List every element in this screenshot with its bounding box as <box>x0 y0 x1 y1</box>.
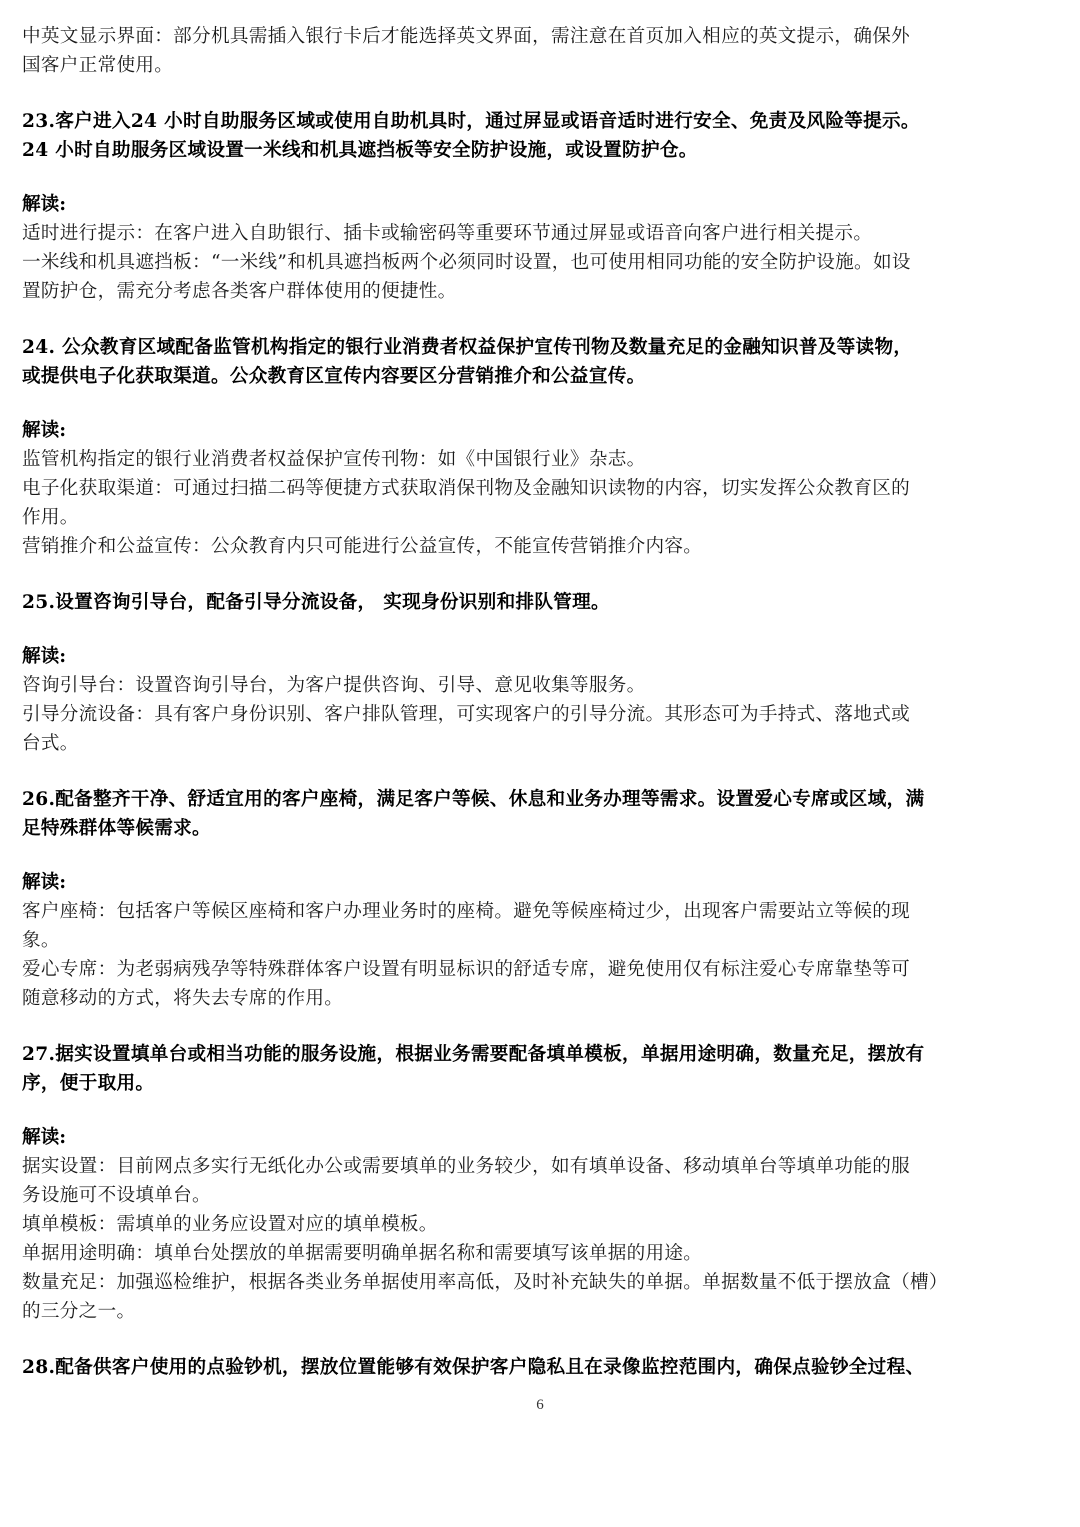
section-23 <box>22 107 1058 306</box>
section-heading <box>22 107 1058 165</box>
interpretation-body <box>22 671 1058 758</box>
body-line: 引导分流设备：具有客户身份识别、客户排队管理，可实现客户的引导分流。其形态可为手持式、落地式或 <box>22 704 911 725</box>
body-line: 爱心专席：为老弱病残孕等特殊群体客户设置有明显标识的舒适专席，避免使用仅有标注爱心专席靠垫等可 <box>22 959 911 980</box>
page-number: 6 <box>536 1397 544 1413</box>
section-27 <box>22 1040 1058 1326</box>
heading-line: 24 小时自助服务区域设置一米线和机具遮挡板等安全防护设施，或设置防护仓。 <box>22 140 698 161</box>
body-line: 客户座椅：包括客户等候区座椅和客户办理业务时的座椅。避免等候座椅过少，出现客户需要站立等候的现 <box>22 901 911 922</box>
body-line: 电子化获取渠道：可通过扫描二码等便捷方式获取消保刊物及金融知识读物的内容，切实发挥公众教育区的 <box>22 478 911 499</box>
interpretation-body <box>22 219 1058 306</box>
body-line: 咨询引导台：设置咨询引导台，为客户提供咨询、引导、意见收集等服务。 <box>22 675 646 696</box>
body-line: 一米线和机具遮挡板：“一米线”和机具遮挡板两个必须同时设置，也可使用相同功能的安全防护设施。如设 <box>22 252 911 273</box>
body-line: 营销推介和公益宣传：公众教育内只可能进行公益宣传，不能宣传营销推介内容。 <box>22 536 703 557</box>
body-line: 作用。 <box>22 507 79 528</box>
body-line: 数量充足：加强巡检维护，根据各类业务单据使用率高低，及时补充缺失的单据。单据数量不低于摆放盒（槽） <box>22 1272 948 1293</box>
heading-line: 27.据实设置填单台或相当功能的服务设施，根据业务需要配备填单模板，单据用途明确，数量充足，摆放有 <box>22 1044 925 1065</box>
body-line: 台式。 <box>22 733 79 754</box>
body-line: 象。 <box>22 930 60 951</box>
interpretation-label: 解读: <box>22 646 67 667</box>
interpretation-label: 解读: <box>22 872 67 893</box>
section-heading <box>22 1040 1058 1098</box>
intro-paragraph <box>22 22 1058 80</box>
heading-line: 或提供电子化获取渠道。公众教育区宣传内容要区分营销推介和公益宣传。 <box>22 366 646 387</box>
section-heading <box>22 333 1058 391</box>
body-line: 填单模板：需填单的业务应设置对应的填单模板。 <box>22 1214 438 1235</box>
section-24 <box>22 333 1058 561</box>
interpretation-body <box>22 445 1058 561</box>
section-28 <box>22 1353 1058 1382</box>
body-line: 务设施可不设填单台。 <box>22 1185 211 1206</box>
section-25 <box>22 588 1058 758</box>
body-line: 单据用途明确：填单台处摆放的单据需要明确单据名称和需要填写该单据的用途。 <box>22 1243 703 1264</box>
body-line: 置防护仓，需充分考虑各类客户群体使用的便捷性。 <box>22 281 457 302</box>
body-line: 监管机构指定的银行业消费者权益保护宣传刊物：如《中国银行业》杂志。 <box>22 449 646 470</box>
intro-line: 国客户正常使用。 <box>22 55 174 76</box>
heading-line: 足特殊群体等候需求。 <box>22 818 211 839</box>
section-heading <box>22 1353 1058 1382</box>
body-line: 适时进行提示：在客户进入自助银行、插卡或输密码等重要环节通过屏显或语音向客户进行相关提示。 <box>22 223 873 244</box>
heading-line: 24. 公众教育区域配备监管机构指定的银行业消费者权益保护宣传刊物及数量充足的金融知识普及等读物， <box>22 337 913 358</box>
body-line: 据实设置：目前网点多实行无纸化办公或需要填单的业务较少，如有填单设备、移动填单台等填单功能的服 <box>22 1156 911 1177</box>
heading-line: 26.配备整齐干净、舒适宜用的客户座椅，满足客户等候、休息和业务办理等需求。设置爱心专席或区域，满 <box>22 789 925 810</box>
intro-line: 中英文显示界面：部分机具需插入银行卡后才能选择英文界面，需注意在首页加入相应的英文提示，确保外 <box>22 26 911 47</box>
heading-line: 28.配备供客户使用的点验钞机，摆放位置能够有效保护客户隐私且在录像监控范围内，确保点验钞全过程、 <box>22 1357 925 1378</box>
heading-line: 序，便于取用。 <box>22 1073 155 1094</box>
body-line: 的三分之一。 <box>22 1301 136 1322</box>
section-heading <box>22 588 1058 617</box>
section-heading <box>22 785 1058 843</box>
interpretation-label: 解读: <box>22 194 67 215</box>
body-line: 随意移动的方式，将失去专席的作用。 <box>22 988 344 1009</box>
interpretation-label: 解读: <box>22 420 67 441</box>
interpretation-label: 解读: <box>22 1127 67 1148</box>
document-body <box>22 22 1058 1382</box>
heading-line: 23.客户进入24 小时自助服务区域或使用自助机具时，通过屏显或语音适时进行安全、免责及风险等提示。 <box>22 111 920 132</box>
section-26 <box>22 785 1058 1013</box>
interpretation-body <box>22 1152 1058 1326</box>
interpretation-body <box>22 897 1058 1013</box>
heading-line: 25.设置咨询引导台，配备引导分流设备， 实现身份识别和排队管理。 <box>22 592 610 613</box>
